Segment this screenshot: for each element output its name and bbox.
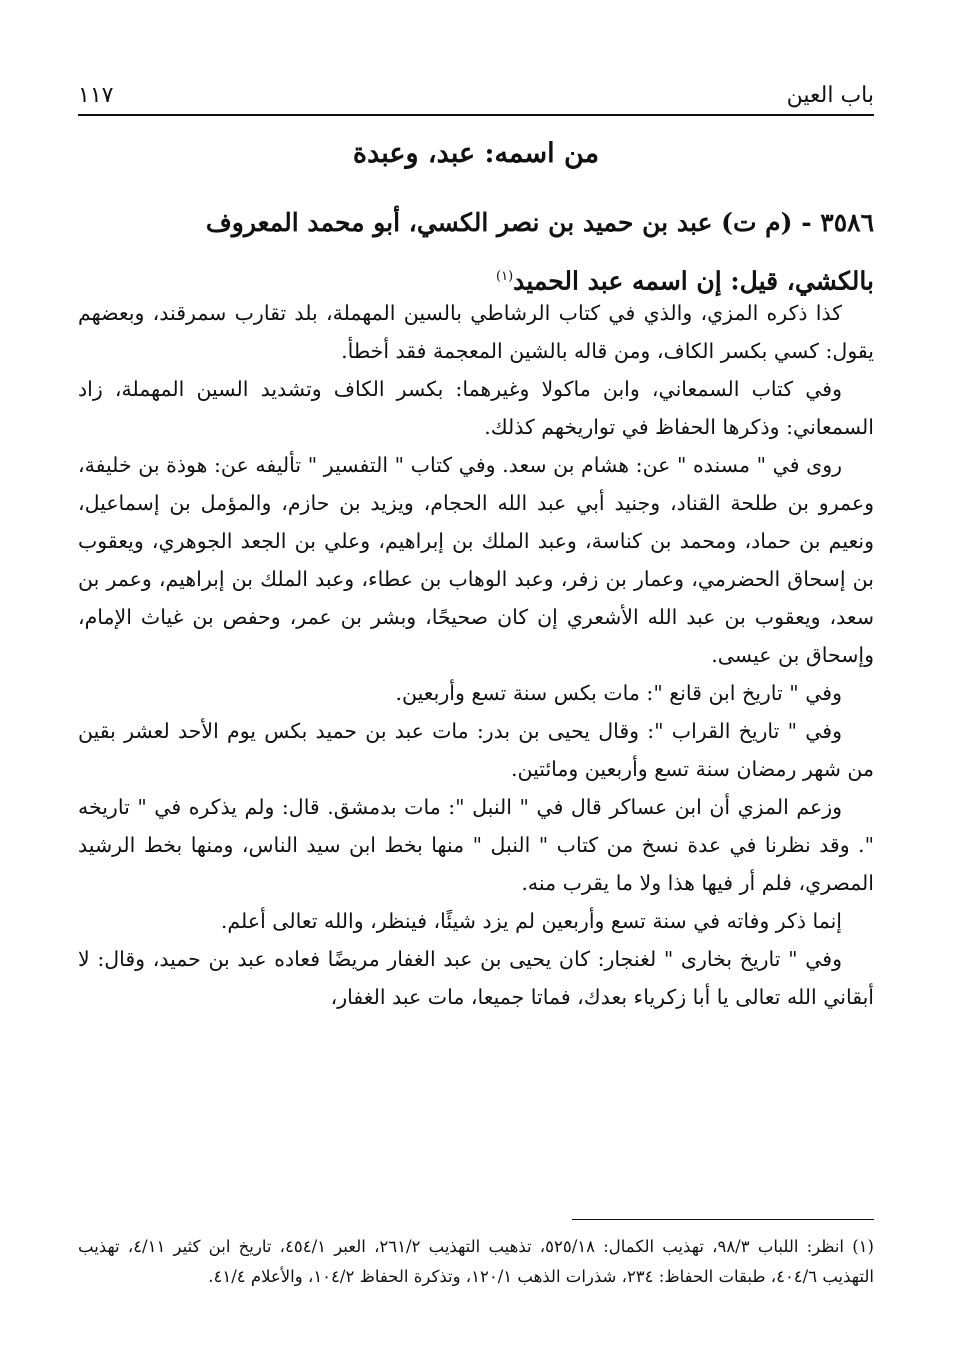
footnotes xyxy=(78,1232,874,1292)
paragraph: إنما ذكر وفاته في سنة تسع وأربعين لم يزد شيئًا، فينظر، والله تعالى أعلم. xyxy=(220,909,842,933)
section-title: من اسمه: عبد، وعبدة xyxy=(352,138,600,169)
running-title: باب العين xyxy=(786,83,874,108)
footnote: (١) انظر: اللباب ٩٨/٣، تهذيب الكمال: ٥٢٥/١٨، تذهيب التهذيب ٢٦١/٢، العبر ٤٥٤/١، تاريخ ابن كثير ٤/١١، تهذيب التهذيب ٤٠٤/٦، طبقات الحفاظ: ٢٣٤، شذرات الذهب ١٢٠/١، وتذكرة الحفاظ ١٠٤/٢، والأعلام ٤١/٤. xyxy=(78,1237,874,1286)
entry-heading-line2-text: بالكشي، قيل: إن اسمه عبد الحميد xyxy=(513,266,874,296)
entry-heading-line1: ٣٥٨٦ - (م ت) عبد بن حميد بن نصر الكسي، أبو محمد المعروف xyxy=(205,208,874,237)
paragraph: وفي كتاب السمعاني، وابن ماكولا وغيرهما: بكسر الكاف وتشديد السين المهملة، زاد السمعاني: وذكرها الحفاظ في تواريخهم كذلك. xyxy=(78,377,874,439)
page-number: ١١٧ xyxy=(78,83,114,108)
footnote-separator xyxy=(572,1219,874,1220)
body-text xyxy=(78,294,874,1016)
footnote-ref: (١) xyxy=(496,269,514,284)
paragraph: وفي " تاريخ ابن قانع ": مات بكس سنة تسع وأربعين. xyxy=(395,681,842,705)
paragraph: وفي " تاريخ بخارى " لغنجار: كان يحيى بن عبد الغفار مريضًا فعاده عبد بن حميد، وقال: لا أبقاني الله تعالى يا أبا زكرياء بعدك، فماتا جميعا، مات عبد الغفار، xyxy=(78,947,874,1009)
paragraph: وزعم المزي أن ابن عساكر قال في " النبل ": مات بدمشق. قال: ولم يذكره في " تاريخه ". وقد نظرنا في عدة نسخ من كتاب " النبل " منها بخط ابن سيد الناس، ومنها بخط الرشيد المصري، فلم أر فيها هذا ولا ما يقرب منه. xyxy=(78,795,874,895)
page-header xyxy=(78,80,874,116)
entry-heading xyxy=(78,196,874,308)
paragraph: وفي " تاريخ القراب ": وقال يحيى بن بدر: مات عبد بن حميد بكس يوم الأحد لعشر بقين من شهر رمضان سنة تسع وأربعين ومائتين. xyxy=(78,719,874,781)
paragraph: كذا ذكره المزي، والذي في كتاب الرشاطي بالسين المهملة، بلد تقارب سمرقند، وبعضهم يقول: كسي بكسر الكاف، ومن قاله بالشين المعجمة فقد أخطأ. xyxy=(78,301,874,363)
paragraph: روى في " مسنده " عن: هشام بن سعد. وفي كتاب " التفسير " تأليفه عن: هوذة بن خليفة، وعمرو بن طلحة القناد، وجنيد أبي عبد الله الحجام، ويزيد بن حازم، والمؤمل بن إسماعيل، ونعيم بن حماد، ومحمد بن كناسة، وعبد الملك بن إبراهيم، وعلي بن الجعد الجوهري، ويعقوب بن إسحاق الحضرمي، وعمار بن زفر، وعبد الوهاب بن عطاء، وعبد الملك بن إبراهيم، وعمر بن سعد، ويعقوب بن عبد الله الأشعري إن كان صحيحًا، وبشر بن عمر، وحفص بن غياث الإمام، وإسحاق بن عيسى. xyxy=(78,453,874,667)
